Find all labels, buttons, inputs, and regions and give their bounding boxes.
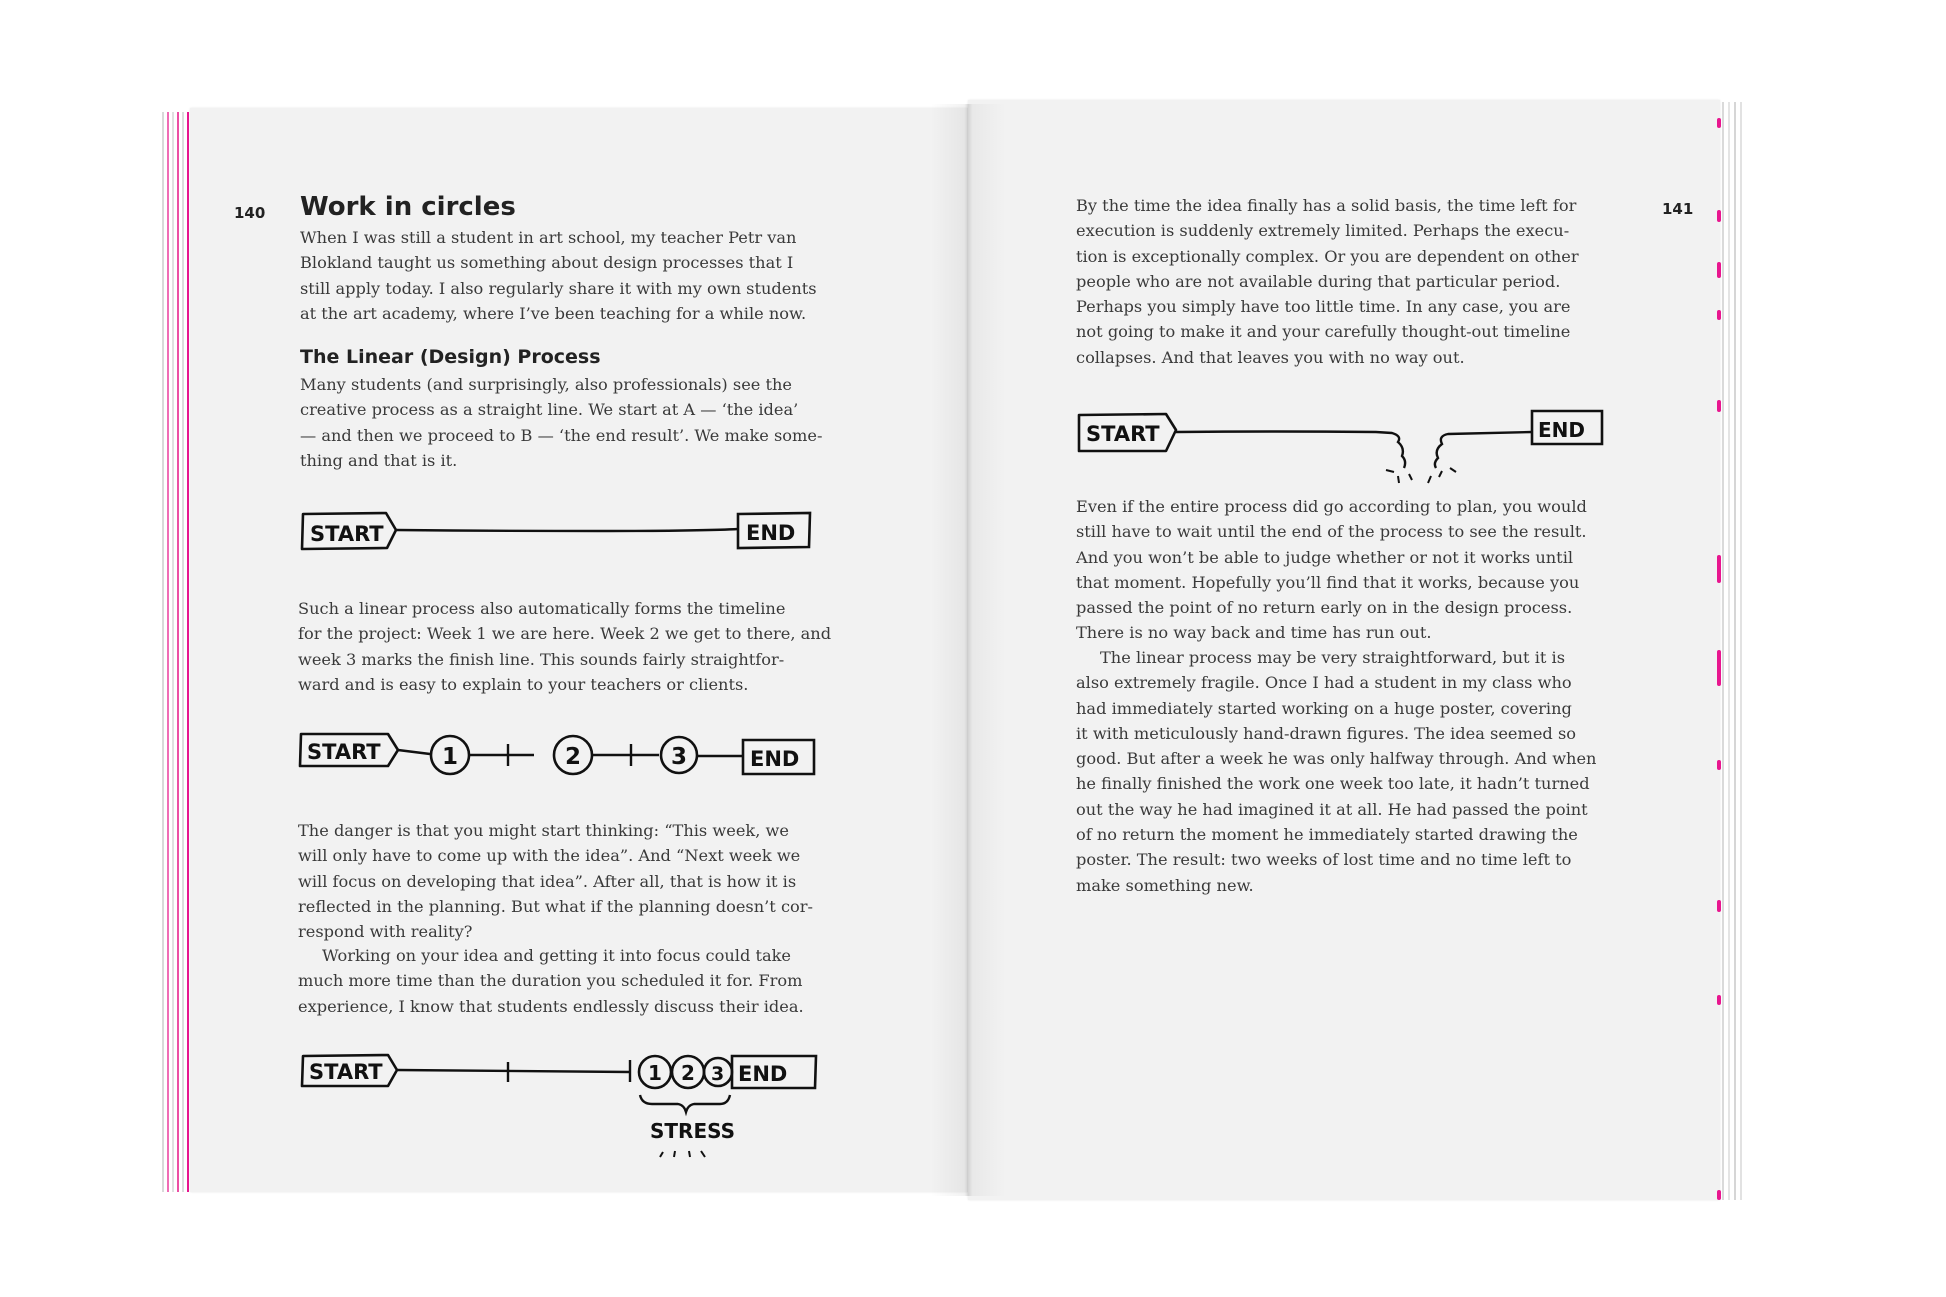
paragraph-linear-process: Many students (and surprisingly, also professionals) see the creative process as a straight line. We start at A — ‘the idea’ — and then we proceed to B — ‘the end result’. We make some- thing and that is it. <box>300 375 823 470</box>
paragraph-time-limited: By the time the idea finally has a solid basis, the time left for execution is suddenly extremely limited. Perhaps the execu- tion is exceptionally complex. Or you are dependent on other people who are not available during that particular period. Perhaps you simply have too little time. In any case, you are not going to make it and your carefully thought-out timeline collapses. And that leaves you with no way out. <box>1076 196 1579 367</box>
paragraph-fragile: The linear process may be very straightforward, but it is also extremely fragile. Once I had a student in my class who had immediately started working on a huge poster, covering it with meticulously hand-drawn figures. The idea seemed so good. But after a week he was only halfway through. And when he finally finished the work one week too late, it hadn’t turned out the way he had imagined it at all. He had passed the point of no return the moment he immediately started drawing the poster. The result: two weeks of lost time and no time left to make something new. <box>1076 648 1597 895</box>
paragraph-no-way-back: Even if the entire process did go according to plan, you would still have to wait until the end of the process to see the result. And you won’t be able to judge whether or not it works until that moment. Hopefully you’ll find that it works, because you passed the point of no return early on in the design process. There is no way back and time has run out. <box>1076 497 1587 643</box>
page-title: Work in circles <box>300 192 516 222</box>
section-title: The Linear (Design) Process <box>300 346 601 368</box>
paragraph-timeline: Such a linear process also automatically forms the timeline for the project: Week 1 we are here. Week 2 we get to there, and week 3 marks the finish line. This sounds fairly straightfor- ward and is easy to explain to your teachers or clients. <box>298 599 832 694</box>
diagram-broken-timeline <box>1076 406 1616 486</box>
page-number-left: 140 <box>234 204 266 222</box>
paragraph-working-on-idea: Working on your idea and getting it into focus could take much more time than the duration you scheduled it for. From experience, I know that students endlessly discuss their idea. <box>298 946 804 1016</box>
step-2-label: 2 <box>681 1061 695 1085</box>
paragraph-danger: The danger is that you might start thinking: “This week, we will only have to come up with the idea”. And “Next week we will focus on developing that idea”. After all, that is how it is reflected in the planning. But what if the planning doesn’t cor- respond with reality? <box>298 821 813 942</box>
diagram-timeline-weeks <box>298 730 823 782</box>
intro-paragraph: When I was still a student in art school, my teacher Petr van Blokland taught us something about design processes that I still apply today. I also regularly share it with my own students at the art academy, where I’ve been teaching for a while now. <box>300 228 817 323</box>
start-label: START <box>307 740 381 764</box>
start-label: START <box>1086 422 1160 446</box>
step-3-label: 3 <box>671 744 688 770</box>
stress-label: STRESS <box>650 1119 736 1143</box>
end-label: END <box>738 1062 788 1086</box>
pink-edge-marks <box>1717 110 1723 1200</box>
diagram-linear <box>300 510 820 554</box>
end-label: END <box>750 747 800 771</box>
end-label: END <box>1538 418 1586 442</box>
start-label: START <box>309 1060 383 1084</box>
step-1-label: 1 <box>648 1061 662 1085</box>
page-number-right: 141 <box>1662 200 1694 218</box>
start-label: START <box>310 522 384 546</box>
diagram-stress <box>300 1050 820 1165</box>
step-2-label: 2 <box>565 744 582 770</box>
end-label: END <box>746 521 796 545</box>
step-1-label: 1 <box>442 744 459 770</box>
step-3-label: 3 <box>711 1063 725 1085</box>
